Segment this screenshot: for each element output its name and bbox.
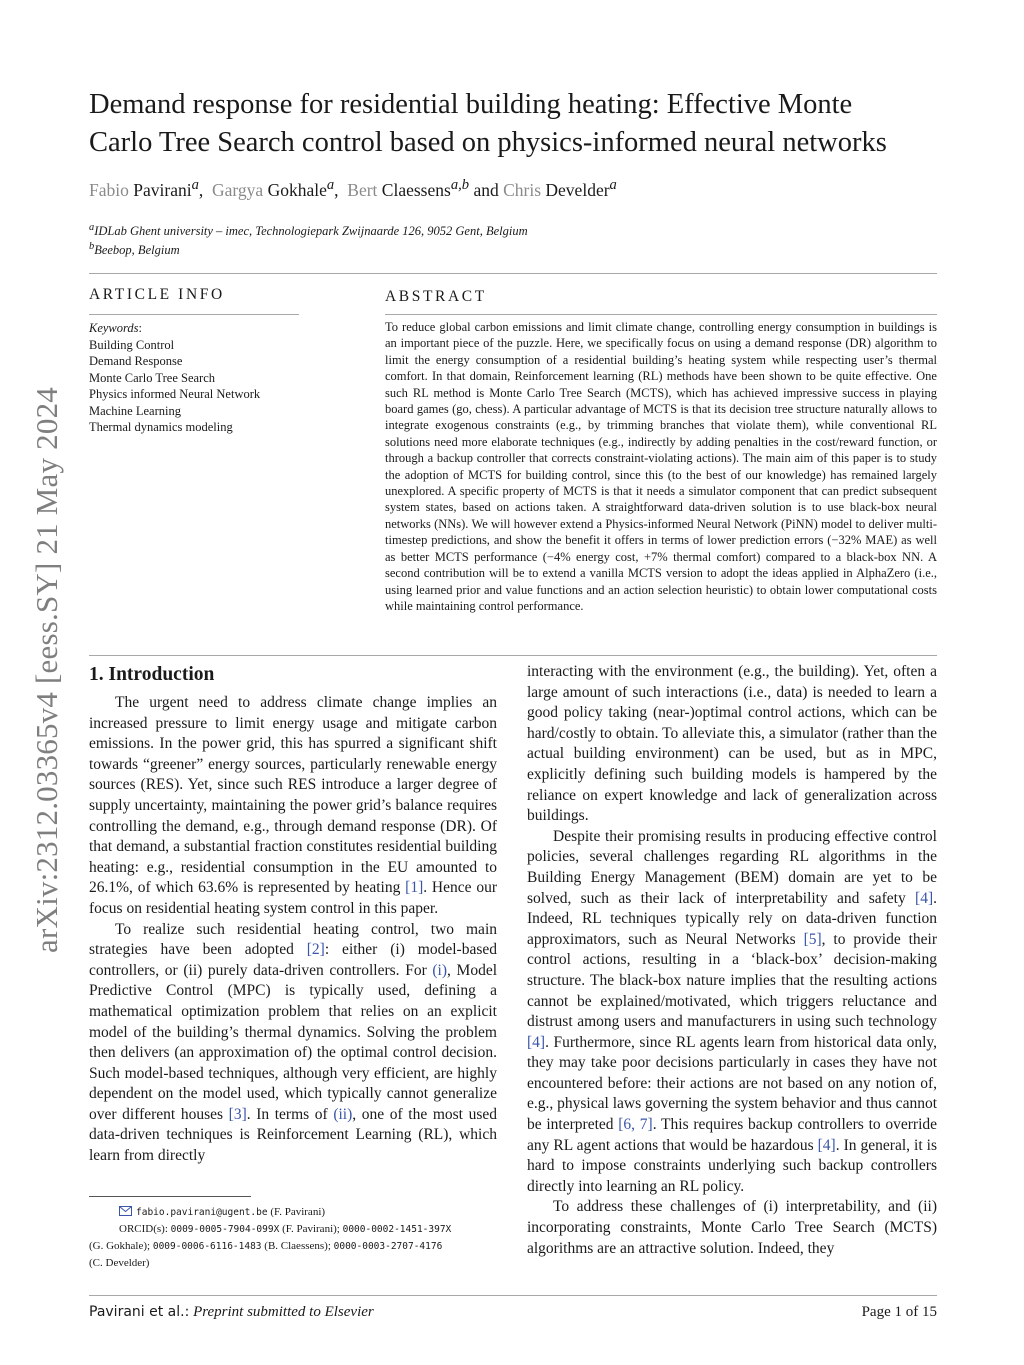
footer-colon: : [184, 1304, 190, 1320]
abstract-bottom-divider [89, 655, 937, 656]
paragraph-text: : either (i) model-based controllers, or (ii) purely data-driven controllers. For [89, 941, 497, 979]
paragraph-text: . Hence our focus on residential heating system control in this paper. [89, 879, 497, 917]
paragraph-text: . Indeed, RL techniques typically rely on data-driven function approximators, such as Neural Networks [527, 889, 937, 948]
citation-link[interactable]: [4] [527, 1033, 546, 1051]
paragraph-text: The urgent need to address climate change implies an increased pressure to limit energy usage and mitigate carbon emissions. In the power grid, this has spurred a significant shift towards “greener” energy sources, particularly renewable energy sources (RES). Yet, since such RES introduce a larger degree of supply uncertainty, maintaining the power grid’s balance requires controlling the demand, e.g., through demand response (DR). Of that demand, a substantial fraction constitutes residential building heating: e.g., residential consumption in the EU amounted to 26.1%, of which 63.6% is represented by heating [89, 694, 497, 897]
abstract-heading: ABSTRACT [385, 288, 487, 305]
citation-link[interactable]: [5] [803, 930, 822, 948]
citation-link[interactable]: [6, 7] [618, 1116, 653, 1134]
envelope-icon [119, 1206, 132, 1216]
orcid-owner: (G. Gokhale) [89, 1240, 148, 1252]
author-separator: , [198, 179, 204, 200]
author-family-name: Develder [545, 179, 610, 200]
cross-reference-link[interactable]: (i) [432, 961, 448, 979]
footnotes [89, 1204, 509, 1272]
author-family-name: Pavirani [133, 179, 192, 200]
paragraph-text: . In general, it is hard to impose constraints underlying such backup controllers directly into learning an RL policy. [527, 1136, 937, 1195]
author-family-name: Claessens [381, 179, 451, 200]
orcid-owner: (C. Develder) [89, 1257, 150, 1269]
affiliation [89, 241, 180, 258]
author-given-name: Bert [347, 179, 378, 200]
footer-venue: Preprint submitted to Elsevier [193, 1304, 374, 1320]
paragraph: To address these challenges of (i) interpretability, and (ii) incorporating constraints, Monte Carlo Tree Search (MCTS) algorithms are an attractive solution. Indeed, they [527, 1198, 937, 1257]
keywords-label-row [89, 320, 260, 337]
orcid-footnote-cont [89, 1255, 509, 1272]
article-info-divider [89, 314, 299, 315]
title-line-1: Demand response for residential building heating: Effective Monte [89, 89, 853, 120]
keyword: Physics informed Neural Network [89, 387, 261, 401]
orcid-link[interactable]: 0009-0006-6116-1483 [152, 1241, 262, 1252]
author-affiliation-mark: a [326, 177, 335, 193]
orcid-separator: ; [147, 1240, 153, 1252]
author [347, 177, 470, 200]
paragraph [89, 920, 497, 1167]
abstract-divider [385, 314, 937, 315]
abstract-text: To reduce global carbon emissions and limit climate change, controlling energy consumption in buildings is an important piece of the puzzle. Here, we specifically focus on using a demand response (DR) algorithm to limit the energy consumption of a residential building’s heating system while respecting user’s thermal comfort. In that domain, Reinforcement learning (RL) methods have been shown to be quite effective. One such RL method is Monte Carlo Tree Search (MCTS), which has achieved impressive success in playing board games (go, chess). A particular advantage of MCTS is that its decision tree structure naturally allows to integrate exogenous constraints (e.g., by trimming branches that violate them), while conventional RL solutions need more elaborate techniques (e.g., indirectly by adding penalties in the cost/reward function, or through a backup controller that corrects constraint-violating actions). The main aim of this paper is to study the adoption of MCTS for building control, since this (to the best of our knowledge) has remained largely unexplored. A specific property of MCTS is that it needs a simulator component that can predict subsequent system states, based on actions taken. A straightforward data-driven solution is to use black-box neural networks (NNs). We will however extend a Physics-informed Neural Network (PiNN) model to deliver multi-timestep predictions, and show the benefit it offers in terms of lower prediction errors (−32% MAE) as well as better MCTS performance (−4% energy cost, +7% thermal comfort) compared to a black-box NN. A second contribution will be to extend a vanilla MCTS version to adopt the ideas applied in AlphaZero (i.e., using learned prior and value functions and an action selection heuristic) to obtain lower computational costs while maintaining control performance. [385, 320, 937, 613]
citation-link[interactable]: [1] [405, 879, 424, 897]
keywords-block [89, 320, 260, 436]
author-affiliation-mark: a [191, 177, 199, 193]
author-list [89, 177, 617, 201]
cross-reference-link[interactable]: (ii) [333, 1105, 353, 1123]
section-heading-introduction: 1. Introduction [89, 664, 215, 685]
author-affiliation-mark: a,b [450, 177, 470, 193]
affiliation-mark: b [89, 241, 95, 252]
footnote-divider [89, 1196, 251, 1197]
keyword: Monte Carlo Tree Search [89, 370, 216, 385]
right-column [527, 662, 937, 1259]
citation-link[interactable]: [4] [915, 889, 934, 907]
paragraph-text: Despite their promising results in producing effective control policies, several challenges regarding RL algorithms in the Building Energy Management (BEM) domain are yet to be solved, such as their lack of interpretability and safety [527, 827, 937, 907]
author-given-name: Chris [503, 179, 542, 200]
keyword: Demand Response [89, 354, 183, 368]
left-column [89, 693, 497, 1167]
paragraph-text: , to provide their control actions, resulting in a ‘black-box’ decision-making structure. The black-box nature implies that the resulting actions cannot be explained/motivated, which triggers reluctance and distrust among users and manufacturers in using such technology [527, 930, 938, 1031]
author [212, 177, 335, 200]
paragraph-text: . Furthermore, since RL agents learn from historical data only, they may take poor decisions particularly in cases they have not encountered before: their actions are not based on any notion of, e.g., physical laws governing the system behavior and thus cannot be interpreted [527, 1033, 937, 1134]
orcid-link[interactable]: 0009-0005-7904-099X [170, 1224, 280, 1235]
orcid-footnote [89, 1221, 509, 1238]
orcid-link[interactable]: 0000-0002-1451-397X [342, 1224, 452, 1235]
author-affiliation-mark: a [609, 177, 617, 193]
orcid-link[interactable]: 0000-0003-2707-4176 [333, 1241, 443, 1252]
orcid-separator: ; [327, 1240, 334, 1252]
author-given-name: Fabio [89, 179, 129, 200]
author-conjunction: and [473, 179, 499, 200]
paragraph-text: . In terms of [246, 1105, 334, 1123]
paragraph-text: , Model Predictive Control (MPC) is typically used, defining a mathematical optimization problem that relies on an explicit model of the building’s thermal dynamics. Solving the problem then delivers (an approximation of) the optimal control decision. Such model-based techniques, although very efficient, are highly dependent on the model used, which typically cannot generalize over different houses [89, 961, 498, 1123]
email-link[interactable]: fabio.pavirani@ugent.be [136, 1207, 268, 1218]
affiliation-text: IDLab Ghent university – imec, Technologiepark Zwijnaarde 126, 9052 Gent, Belgium [94, 224, 528, 239]
orcid-footnote-cont [89, 1238, 509, 1255]
orcid-label: ORCID(s): [119, 1223, 171, 1235]
article-info-heading: ARTICLE INFO [89, 286, 225, 303]
keyword: Machine Learning [89, 403, 181, 418]
citation-link[interactable]: [4] [817, 1136, 836, 1154]
keywords-label: Keywords [89, 321, 139, 335]
header-divider [89, 273, 937, 274]
arxiv-identifier-stamp: arXiv:2312.03365v4 [eess.SY] 21 May 2024 [29, 387, 64, 953]
citation-link[interactable]: [2] [306, 941, 325, 959]
author-family-name: Gokhale [267, 179, 327, 200]
footer-authors: Pavirani et al. [89, 1304, 185, 1320]
orcid-owner: (B. Claessens) [264, 1240, 328, 1252]
email-owner: (F. Pavirani) [270, 1206, 326, 1218]
author-separator: , [334, 179, 339, 200]
footer-divider [89, 1295, 937, 1296]
paragraph [89, 693, 497, 920]
affiliation-mark: a [89, 222, 95, 233]
email-footnote [89, 1204, 509, 1221]
affiliation [89, 222, 528, 239]
paper-title [89, 86, 949, 162]
author [503, 177, 617, 200]
paragraph-text: To realize such residential heating control, two main strategies have been adopted [89, 920, 497, 959]
paragraph-text: , one of the most used data-driven techniques is Reinforcement Learning (RL), which learn from directly [89, 1105, 497, 1165]
orcid-owner: (F. Pavirani) [282, 1223, 337, 1235]
author [89, 177, 199, 200]
page-number: Page 1 of 15 [861, 1304, 937, 1320]
keyword: Building Control [89, 337, 175, 352]
paragraph-text: . This requires backup controllers to override any RL agent actions that would be hazardous [527, 1116, 938, 1154]
affiliation-text: Beebop, Belgium [94, 243, 180, 258]
footer-citation [89, 1304, 374, 1321]
orcid-separator: ; [336, 1223, 343, 1235]
title-line-2: Carlo Tree Search control based on physics-informed neural networks [89, 127, 887, 158]
paragraph: interacting with the environment (e.g., the building). Yet, often a large amount of such interactions (i.e., data) is needed to learn a good policy taking (near-)optimal control actions, which can be hard/costly to obtain. To alleviate this, a simulator (rather than the actual building environment) can be used, but as in MPC, explicitly defining such building models is hampered by the reliance on expert knowledge and lack of generalization across buildings. [527, 663, 937, 825]
keyword: Thermal dynamics modeling [89, 420, 233, 434]
citation-link[interactable]: [3] [228, 1105, 247, 1123]
paragraph [527, 827, 937, 1198]
keywords-colon: : [138, 321, 143, 335]
author-given-name: Gargya [212, 179, 264, 200]
